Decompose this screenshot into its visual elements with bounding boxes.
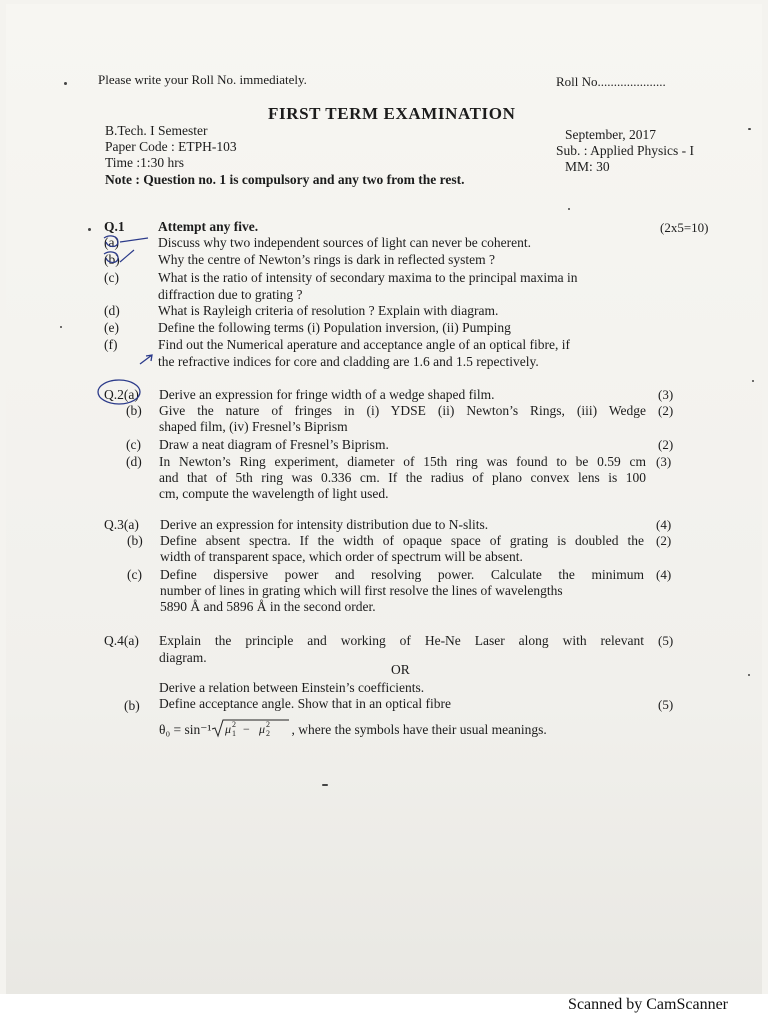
scan-speck [60, 326, 62, 328]
exam-time: Time :1:30 hrs [105, 155, 185, 170]
q1-part-label: (e) [104, 320, 119, 335]
q4-part-text: Define acceptance angle. Show that in an optical fibre [159, 696, 451, 711]
question-1-label: Q.1 [104, 219, 125, 234]
q2-part-label: (d) [126, 454, 142, 469]
q3-part-text: Derive an expression for intensity distribution due to N-slits. [160, 517, 489, 532]
q3-part-text: 5890 Å and 5896 Å in the second order. [160, 599, 376, 614]
scan-speck [322, 784, 328, 786]
q3-part-text: Define absent spectra. If the width of opaque space of grating is doubled the [160, 533, 644, 548]
svg-text:μ: μ [225, 722, 232, 736]
question-1-heading: Attempt any five. [158, 219, 259, 234]
q4-part-label: (b) [124, 698, 140, 713]
q2-part-text: Give the nature of fringes in (i) YDSE (ii) Newton’s Rings, (iii) Wedge [159, 403, 646, 418]
pen-arrow-mark [138, 352, 158, 368]
q2-part-marks: (2) [658, 403, 674, 418]
q1-part-label: (a) [104, 235, 119, 250]
pen-circle-mark [95, 378, 155, 408]
q2-part-label: Q.2(a) [104, 387, 139, 402]
q1-part-text: Why the centre of Newton’s rings is dark in reflected system ? [158, 252, 496, 267]
q3-part-text: Define dispersive power and resolving power. Calculate the minimum [160, 567, 644, 582]
subject: Sub. : Applied Physics - I [556, 143, 695, 158]
course-info [105, 123, 237, 171]
svg-text:μ: μ [259, 722, 266, 736]
q1-part-label: (c) [104, 270, 119, 285]
scan-speck [64, 82, 67, 85]
svg-text:1: 1 [232, 729, 237, 738]
q1-part-label: (d) [104, 303, 120, 318]
q1-part-text: the refractive indices for core and cladding are 1.6 and 1.5 repectively. [158, 354, 539, 369]
q1-part-text: diffraction due to grating ? [158, 287, 303, 302]
q3-part-marks: (4) [656, 517, 672, 532]
q1-part-text: Discuss why two independent sources of light can never be coherent. [158, 235, 532, 250]
q2-part-text: cm, compute the wavelength of light used. [159, 486, 389, 501]
q2-part-marks: (3) [658, 387, 674, 402]
q1-part-text: Find out the Numerical aperature and acceptance angle of an optical fibre, if [158, 337, 570, 352]
exam-date: September, 2017 [565, 127, 656, 142]
q3-part-text: width of transparent space, which order of spectrum will be absent. [160, 549, 523, 564]
q3-part-marks: (2) [656, 533, 672, 548]
q4-part-marks: (5) [658, 697, 674, 712]
q3-part-label: (c) [127, 567, 142, 582]
instruction-note: Note : Question no. 1 is compulsory and any two from the rest. [105, 172, 465, 187]
sqrt-mu-expression [211, 718, 291, 738]
max-marks: MM: 30 [565, 159, 610, 174]
acceptance-angle-formula [159, 718, 547, 742]
page-title: FIRST TERM EXAMINATION [268, 104, 516, 123]
q2-part-text: shaped film, (iv) Fresnel’s Biprism [159, 419, 348, 434]
scan-speck [752, 380, 754, 382]
formula-tail: , where the symbols have their usual meanings. [291, 722, 547, 737]
question-1-marks: (2x5=10) [660, 220, 709, 235]
scan-speck [568, 208, 570, 210]
q2-part-label: (c) [126, 437, 141, 452]
q4-part-marks: (5) [658, 633, 674, 648]
course: B.Tech. I Semester [105, 123, 208, 138]
q3-part-label: (b) [127, 533, 143, 548]
q1-part-label: (b) [104, 252, 120, 267]
q3-part-text: number of lines in grating which will first resolve the lines of wavelengths [160, 583, 563, 598]
paper-code: Paper Code : ETPH-103 [105, 139, 237, 154]
q2-part-label: (b) [126, 403, 142, 418]
q2-part-text: Derive an expression for fringe width of a wedge shaped film. [159, 387, 495, 402]
exam-details [556, 127, 694, 175]
q3-part-marks: (4) [656, 567, 672, 582]
q4-part-text: Explain the principle and working of He-Ne Laser along with relevant [159, 633, 644, 648]
scan-speck [88, 228, 91, 231]
svg-text:2: 2 [232, 720, 237, 729]
scan-speck [748, 674, 750, 676]
q2-part-text: Draw a neat diagram of Fresnel’s Biprism. [159, 437, 389, 452]
scanner-watermark: Scanned by CamScanner [568, 996, 728, 1013]
formula-lhs: θ₀ = sin⁻¹ [159, 722, 212, 737]
q4-part-label: Q.4(a) [104, 633, 139, 648]
q2-part-marks: (3) [656, 454, 672, 469]
roll-instruction: Please write your Roll No. immediately. [98, 72, 307, 87]
pen-tick-mark [100, 232, 160, 272]
svg-text:−: − [243, 722, 251, 736]
q2-part-text: In Newton’s Ring experiment, diameter of 15th ring was found to be 0.59 cm [159, 454, 646, 469]
q2-part-marks: (2) [658, 437, 674, 452]
q1-part-text: What is the ratio of intensity of secondary maxima to the principal maxima in [158, 270, 578, 285]
q4-part-text: diagram. [159, 650, 207, 665]
q3-part-label: Q.3(a) [104, 517, 139, 532]
scan-speck [748, 128, 751, 130]
square-root-expression [211, 718, 291, 742]
q1-part-text: What is Rayleigh criteria of resolution ? Explain with diagram. [158, 303, 499, 318]
or-divider: OR [391, 662, 410, 677]
q4-alt-text: Derive a relation between Einstein’s coefficients. [159, 680, 425, 695]
svg-text:2: 2 [266, 729, 271, 738]
q2-part-text: and that of 5th ring was 0.336 cm. If the radius of plano convex lens is 100 [159, 470, 646, 485]
roll-no-field: Roll No..................... [556, 74, 666, 89]
scanner-footer [0, 994, 768, 1024]
svg-text:2: 2 [266, 720, 271, 729]
q1-part-text: Define the following terms (i) Population inversion, (ii) Pumping [158, 320, 511, 335]
q1-part-label: (f) [104, 337, 118, 352]
